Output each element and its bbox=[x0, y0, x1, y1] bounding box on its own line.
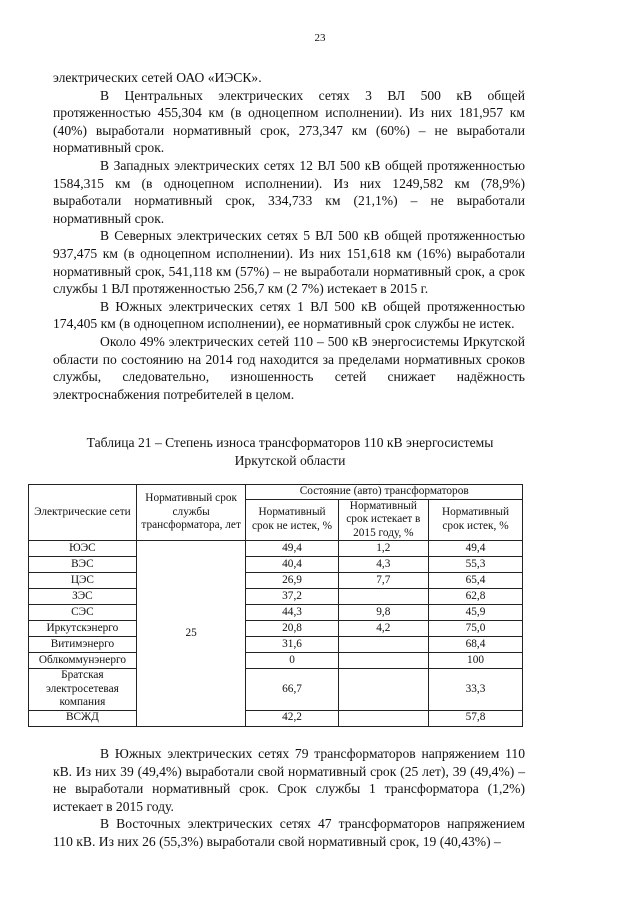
paragraph: В Южных электрических сетях 1 ВЛ 500 кВ общей протяженностью 174,405 км (в одноцепном исполнении), ее нормативный срок службы не истек. bbox=[53, 298, 525, 332]
expired-value: 62,8 bbox=[429, 589, 523, 605]
expires-2015-value bbox=[338, 589, 428, 605]
table-caption-line: Иркутской области bbox=[234, 453, 346, 468]
not-expired-value: 42,2 bbox=[246, 710, 338, 726]
table-row bbox=[29, 621, 523, 637]
top-text-block bbox=[53, 69, 525, 403]
not-expired-value: 31,6 bbox=[246, 637, 338, 653]
network-name: Витимэнерго bbox=[29, 637, 137, 653]
norm-term-value: 25 bbox=[136, 541, 246, 727]
not-expired-value: 26,9 bbox=[246, 573, 338, 589]
not-expired-value: 40,4 bbox=[246, 557, 338, 573]
expires-2015-value: 1,2 bbox=[338, 541, 428, 557]
table-row bbox=[29, 573, 523, 589]
expires-2015-value: 9,8 bbox=[338, 605, 428, 621]
header-norm-term: Нормативный срок службы трансформатора, лет bbox=[136, 485, 246, 541]
not-expired-value: 44,3 bbox=[246, 605, 338, 621]
expired-value: 45,9 bbox=[429, 605, 523, 621]
network-name: ВЭС bbox=[29, 557, 137, 573]
table-row bbox=[29, 589, 523, 605]
transformer-wear-table bbox=[28, 484, 523, 727]
page-number: 23 bbox=[314, 32, 326, 44]
network-name: ЮЭС bbox=[29, 541, 137, 557]
expired-value: 55,3 bbox=[429, 557, 523, 573]
not-expired-value: 20,8 bbox=[246, 621, 338, 637]
header-state: Состояние (авто) трансформаторов bbox=[246, 485, 523, 500]
expires-2015-value: 4,2 bbox=[338, 621, 428, 637]
paragraph: В Центральных электрических сетях 3 ВЛ 500 кВ общей протяженностью 455,304 км (в одноцепном исполнении). Из них 181,957 км (40%) выработали нормативный срок, 273,347 км (60%) – не выработали нормативный срок. bbox=[53, 87, 525, 156]
not-expired-value: 66,7 bbox=[246, 669, 338, 711]
paragraph: В Западных электрических сетях 12 ВЛ 500 кВ общей протяженностью 1584,315 км (в одноцепном исполнении). Из них 1249,582 км (78,9%) выработали нормативный срок, 334,733 км (21,1%) – не выработали нормативный срок. bbox=[53, 157, 525, 226]
header-not-expired: Нормативный срок не истек, % bbox=[246, 499, 338, 541]
table-row bbox=[29, 541, 523, 557]
expired-value: 33,3 bbox=[429, 669, 523, 711]
network-name: Облкоммунэнерго bbox=[29, 653, 137, 669]
expired-value: 49,4 bbox=[429, 541, 523, 557]
header-expires-2015: Нормативный срок истекает в 2015 году, % bbox=[338, 499, 428, 541]
bottom-text-block bbox=[53, 745, 525, 851]
expires-2015-value bbox=[338, 653, 428, 669]
header-network: Электрические сети bbox=[29, 485, 137, 541]
expired-value: 100 bbox=[429, 653, 523, 669]
header-expired: Нормативный срок истек, % bbox=[429, 499, 523, 541]
paragraph: В Восточных электрических сетях 47 трансформаторов напряжением 110 кВ. Из них 26 (55,3%) выработали свой нормативный срок, 19 (40,43%) – bbox=[53, 816, 525, 849]
expired-value: 65,4 bbox=[429, 573, 523, 589]
network-name: Иркутскэнерго bbox=[29, 621, 137, 637]
table-row bbox=[29, 557, 523, 573]
not-expired-value: 49,4 bbox=[246, 541, 338, 557]
paragraph: В Северных электрических сетях 5 ВЛ 500 кВ общей протяженностью 937,475 км (в одноцепном исполнении). Из них 151,618 км (16%) выработали нормативный срок, 541,118 км (57%) – не выработали нормативный срок, а срок службы 1 ВЛ протяженностью 256,7 км (2 7%) истекает в 2015 г. bbox=[53, 228, 525, 297]
expires-2015-value bbox=[338, 637, 428, 653]
network-name: Братская электросетевая компания bbox=[29, 669, 137, 711]
table-row bbox=[29, 605, 523, 621]
expires-2015-value: 7,7 bbox=[338, 573, 428, 589]
network-name: ЦЭС bbox=[29, 573, 137, 589]
paragraph: Около 49% электрических сетей 110 – 500 кВ энергосистемы Иркутской области по состоянию на 2014 год находится за пределами нормативных сроков службы, следовательно, изношенность сетей снижает надёжность электроснабжения потребителей в целом. bbox=[53, 333, 525, 402]
table-row bbox=[29, 669, 523, 711]
expires-2015-value bbox=[338, 710, 428, 726]
expired-value: 57,8 bbox=[429, 710, 523, 726]
table-row bbox=[29, 710, 523, 726]
expires-2015-value bbox=[338, 669, 428, 711]
expired-value: 68,4 bbox=[429, 637, 523, 653]
not-expired-value: 0 bbox=[246, 653, 338, 669]
not-expired-value: 37,2 bbox=[246, 589, 338, 605]
network-name: ВСЖД bbox=[29, 710, 137, 726]
paragraph: В Южных электрических сетях 79 трансформаторов напряжением 110 кВ. Из них 39 (49,4%) выработали свой нормативный срок (25 лет), 39 (49,4%) – не выработали нормативный срок. Срок службы 1 трансформатора (1,2%) истекает в 2015 году. bbox=[53, 746, 525, 814]
network-name: ЗЭС bbox=[29, 589, 137, 605]
table-caption bbox=[30, 434, 550, 470]
table-row bbox=[29, 653, 523, 669]
network-name: СЭС bbox=[29, 605, 137, 621]
paragraph: электрических сетей ОАО «ИЭСК». bbox=[53, 70, 262, 85]
expires-2015-value: 4,3 bbox=[338, 557, 428, 573]
expired-value: 75,0 bbox=[429, 621, 523, 637]
table-row bbox=[29, 637, 523, 653]
table-caption-line: Таблица 21 – Степень износа трансформаторов 110 кВ энергосистемы bbox=[86, 435, 494, 450]
